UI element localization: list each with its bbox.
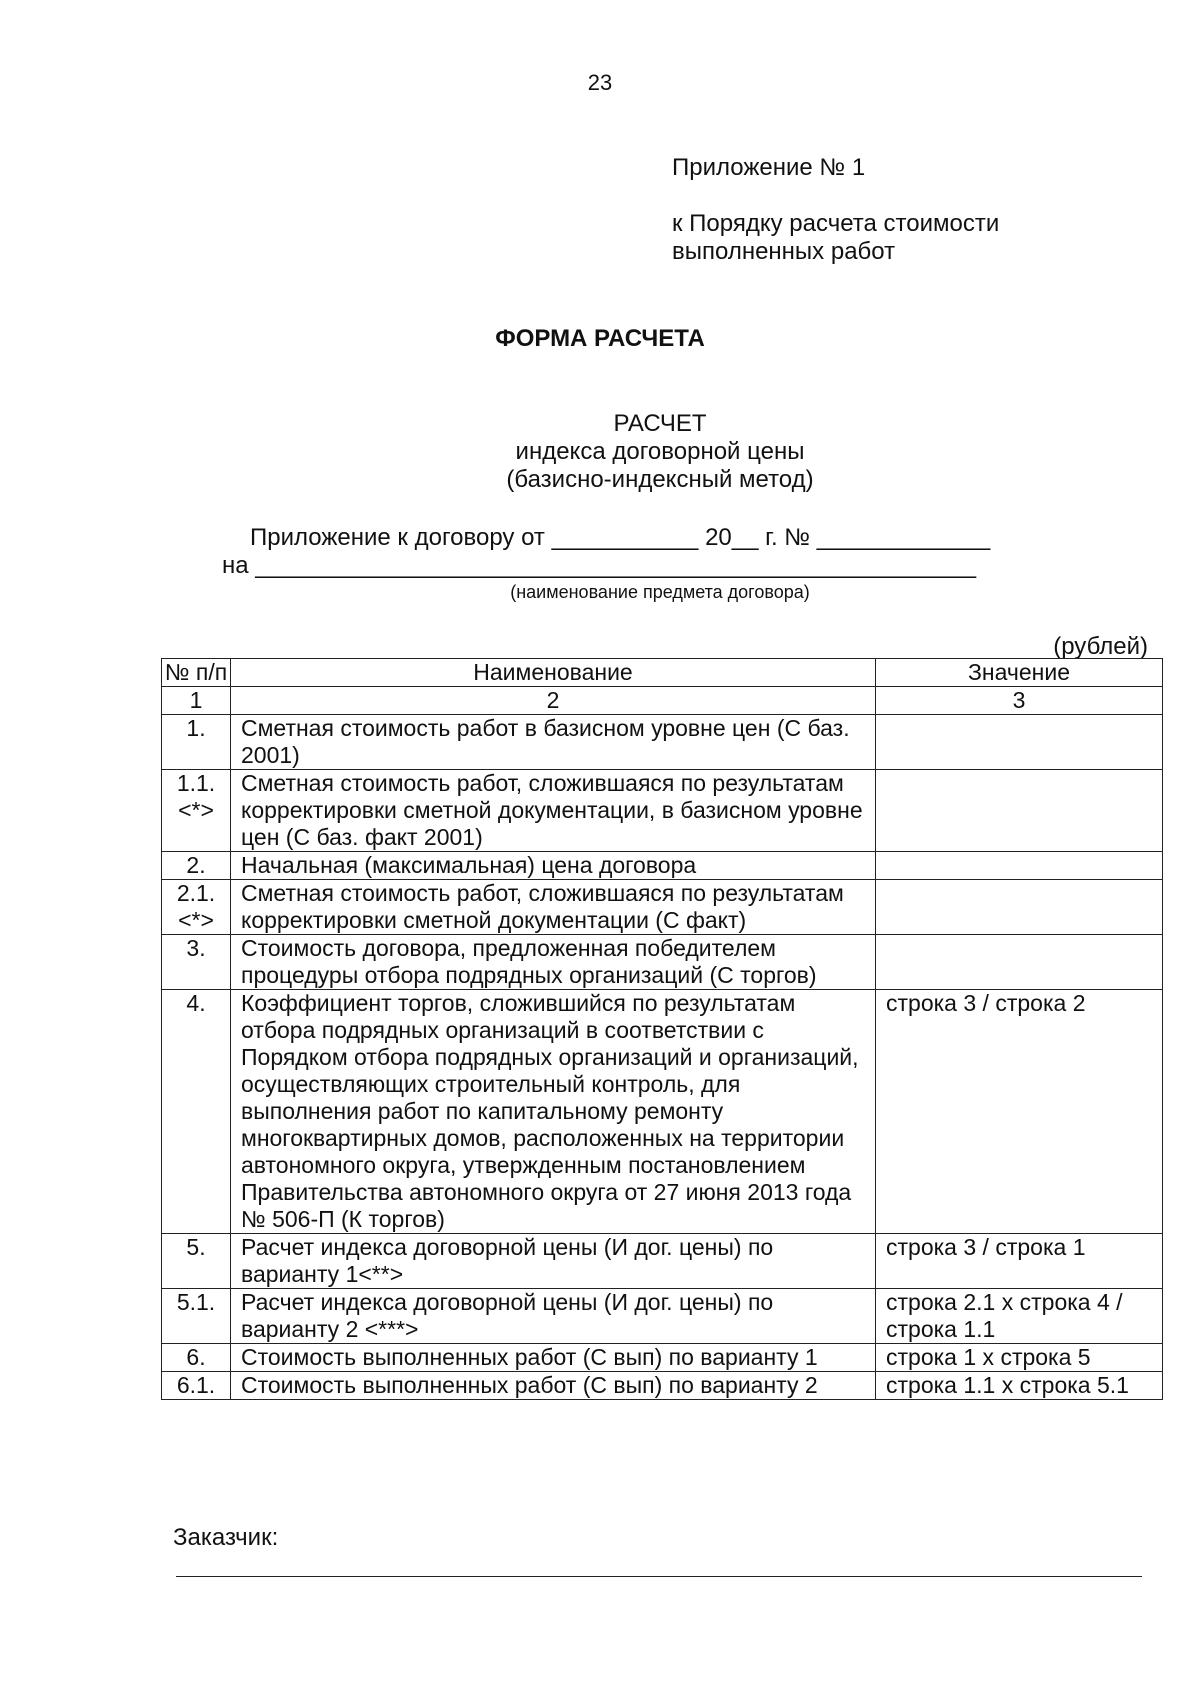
row-name: Сметная стоимость работ, сложившаяся по результатам корректировки сметной документации, в базисном уровне цен (С баз. факт 2001) — [231, 770, 876, 852]
row-number: 6. — [162, 1344, 231, 1372]
table-row — [162, 1372, 1163, 1400]
appendix-header — [672, 154, 999, 266]
column-number-2: 2 — [231, 687, 876, 715]
row-name: Стоимость договора, предложенная победителем процедуры отбора подрядных организаций (С торгов) — [231, 935, 876, 990]
calc-title — [0, 410, 1200, 494]
table-header-row — [162, 659, 1163, 687]
column-number-3: 3 — [876, 687, 1163, 715]
row-value: строка 1.1 x строка 5.1 — [876, 1372, 1163, 1400]
row-value — [876, 935, 1163, 990]
column-number-1: 1 — [162, 687, 231, 715]
row-name: Сметная стоимость работ, сложившаяся по результатам корректировки сметной документации (С факт) — [231, 880, 876, 935]
row-value: строка 2.1 x строка 4 / строка 1.1 — [876, 1289, 1163, 1344]
customer-label: Заказчик: — [173, 1524, 279, 1551]
row-number: 2.1. <*> — [162, 880, 231, 935]
row-name: Сметная стоимость работ в базисном уровне цен (С баз. 2001) — [231, 715, 876, 770]
calc-title-line2: индекса договорной цены — [515, 438, 805, 465]
table-row — [162, 1289, 1163, 1344]
page-number: 23 — [587, 70, 613, 95]
row-value — [876, 770, 1163, 852]
calculation-table — [161, 658, 1163, 1400]
row-value — [876, 880, 1163, 935]
form-title: ФОРМА РАСЧЕТА — [495, 325, 705, 352]
table-row — [162, 1344, 1163, 1372]
header-value: Значение — [876, 659, 1163, 687]
calc-title-line1: РАСЧЕТ — [613, 410, 707, 437]
row-value — [876, 715, 1163, 770]
row-number: 5. — [162, 1234, 231, 1289]
header-number: № п/п — [162, 659, 231, 687]
row-number: 1.1. <*> — [162, 770, 231, 852]
table-row — [162, 935, 1163, 990]
appendix-label: Приложение № 1 — [672, 154, 866, 181]
table-row — [162, 990, 1163, 1234]
row-name: Стоимость выполненных работ (С вып) по варианту 1 — [231, 1344, 876, 1372]
row-name: Коэффициент торгов, сложившийся по результатам отбора подрядных организаций в соответствии с Порядком отбора подрядных организаций и организаций, осуществляющих строительный контроль, для выполнения работ по капитальному ремонту многоквартирных домов, расположенных на территории автономного округа, утвержденным постановлением Правительства автономного округа от 27 июня 2013 года № 506-П (К торгов) — [231, 990, 876, 1234]
header-name: Наименование — [231, 659, 876, 687]
table-row — [162, 770, 1163, 852]
appendix-to-line2: выполненных работ — [672, 238, 896, 265]
row-number: 3. — [162, 935, 231, 990]
subject-caption: (наименование предмета договора) — [510, 582, 810, 602]
calc-title-line3: (базисно-индексный метод) — [506, 466, 814, 493]
appendix-to-line1: к Порядку расчета стоимости — [672, 210, 1000, 237]
customer-signature-line — [176, 1576, 1142, 1577]
row-name: Стоимость выполненных работ (С вып) по варианту 2 — [231, 1372, 876, 1400]
row-value: строка 3 / строка 2 — [876, 990, 1163, 1234]
row-name: Начальная (максимальная) цена договора — [231, 852, 876, 880]
row-number: 1. — [162, 715, 231, 770]
table-row — [162, 880, 1163, 935]
row-name: Расчет индекса договорной цены (И дог. цены) по варианту 1<**> — [231, 1234, 876, 1289]
table-row — [162, 852, 1163, 880]
row-value — [876, 852, 1163, 880]
contract-line: Приложение к договору от ___________ 20__ г. № _____________ — [250, 524, 991, 551]
row-value: строка 3 / строка 1 — [876, 1234, 1163, 1289]
column-numbers-row — [162, 687, 1163, 715]
row-name: Расчет индекса договорной цены (И дог. цены) по варианту 2 <***> — [231, 1289, 876, 1344]
table-row — [162, 1234, 1163, 1289]
subject-line: на ______________________________________________________ — [222, 552, 977, 579]
units-label: (рублей) — [1053, 633, 1148, 660]
row-number: 5.1. — [162, 1289, 231, 1344]
row-number: 2. — [162, 852, 231, 880]
table-row — [162, 715, 1163, 770]
row-value: строка 1 x строка 5 — [876, 1344, 1163, 1372]
row-number: 4. — [162, 990, 231, 1234]
row-number: 6.1. — [162, 1372, 231, 1400]
